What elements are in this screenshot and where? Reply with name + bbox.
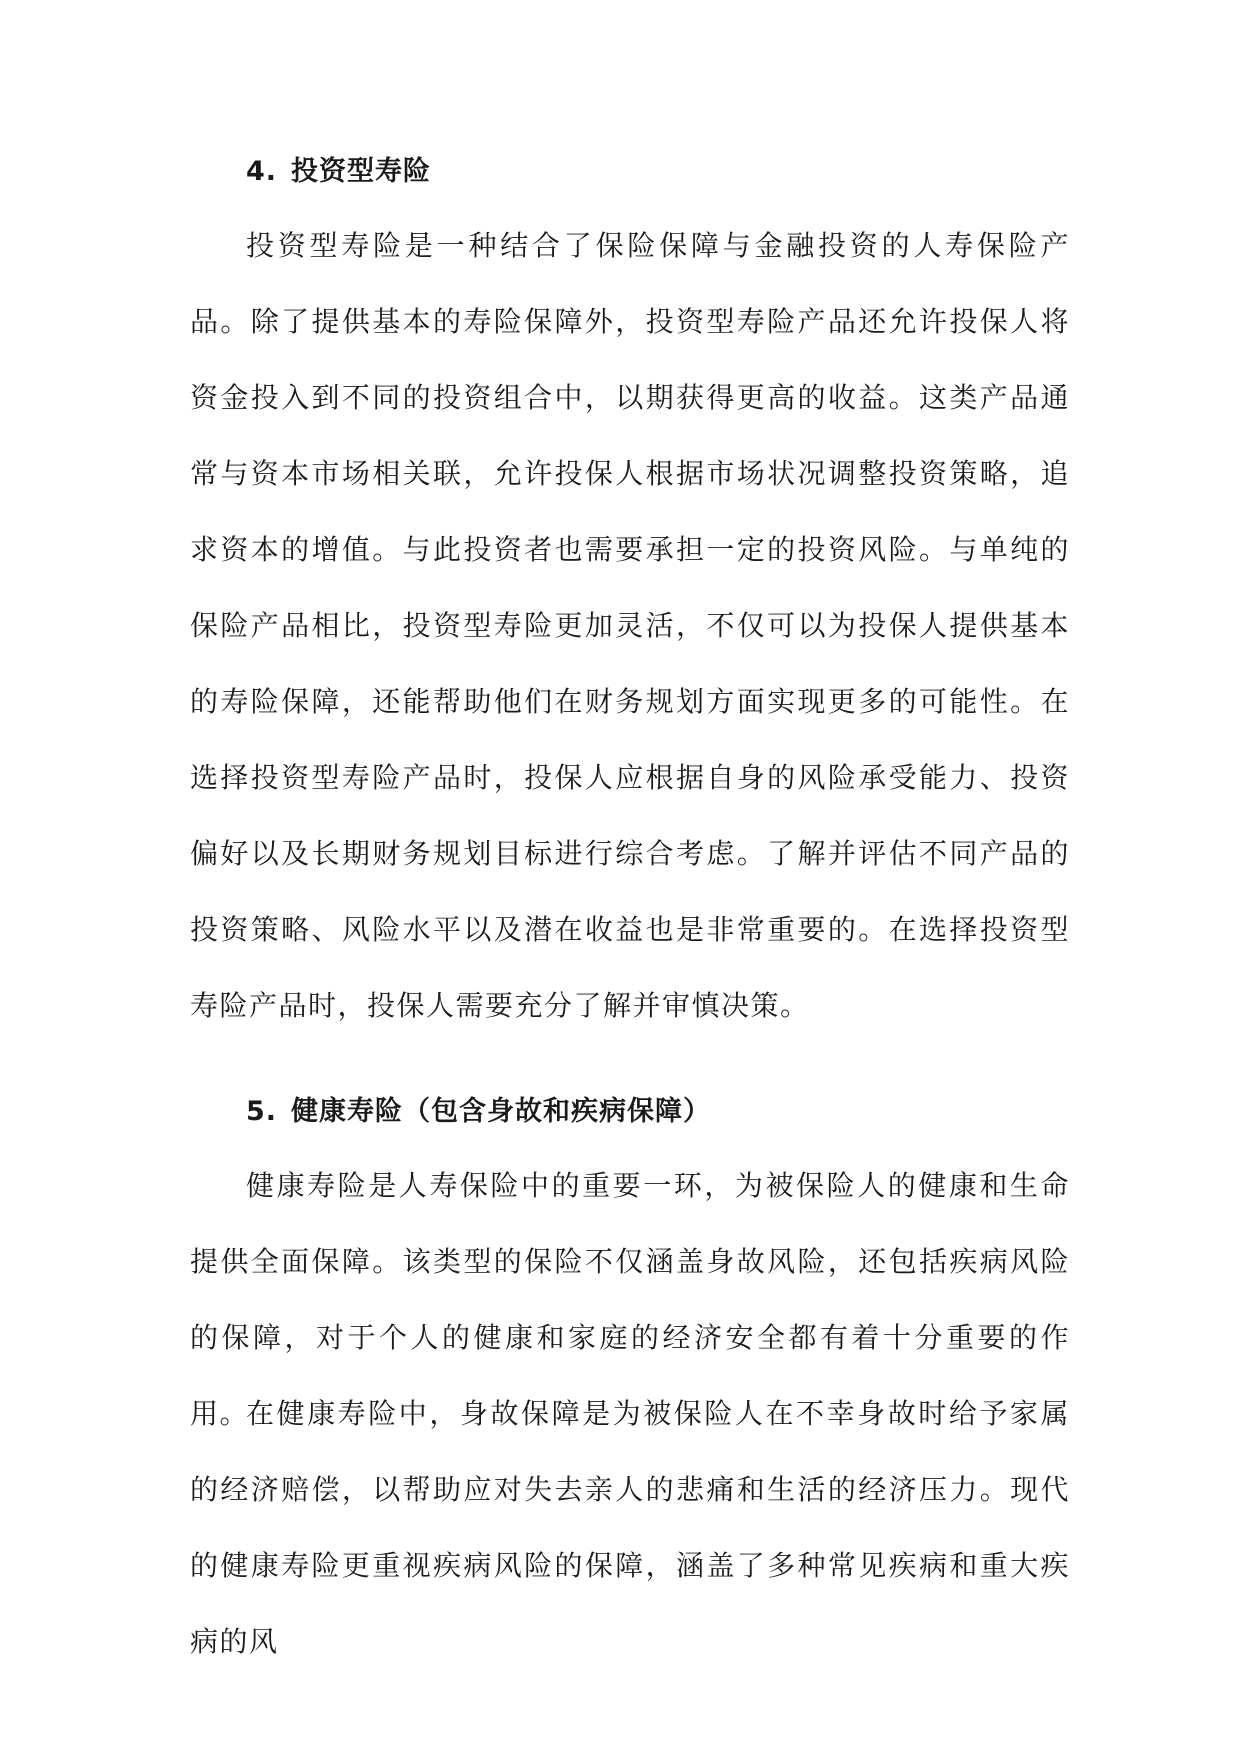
section-number: 5. xyxy=(246,1096,278,1127)
section-heading-4 xyxy=(246,152,431,192)
section-5-paragraph-2: 在健康寿险中，身故保障是为被保险人在不幸身故时给予家属的经济赔偿，以帮助应对失去亲人的悲痛和生活的经济压力。现代的健康寿险更重视疾病风险的保障，涵盖了多种常见疾病和重大疾病的风 xyxy=(190,1397,1070,1658)
section-number: 4. xyxy=(246,156,278,187)
section-title: 投资型寿险 xyxy=(291,156,432,187)
section-heading-5 xyxy=(246,1092,711,1132)
section-4-paragraph: 投资型寿险是一种结合了保险保障与金融投资的人寿保险产品。除了提供基本的寿险保障外，投资型寿险产品还允许投保人将资金投入到不同的投资组合中，以期获得更高的收益。这类产品通常与资本市场相关联，允许投保人根据市场状况调整投资策略，追求资本的增值。与此投资者也需要承担一定的投资风险。与单纯的保险产品相比，投资型寿险更加灵活，不仅可以为投保人提供基本的寿险保障，还能帮助他们在财务规划方面实现更多的可能性。在选择投资型寿险产品时，投保人应根据自身的风险承受能力、投资偏好以及长期财务规划目标进行综合考虑。了解并评估不同产品的投资策略、风险水平以及潜在收益也是非常重要的。在选择投资型寿险产品时，投保人需要充分了解并审慎决策。 xyxy=(190,229,1070,1022)
section-title: 健康寿险（包含身故和疾病保障） xyxy=(291,1096,712,1127)
section-5-paragraph-1: 健康寿险是人寿保险中的重要一环，为被保险人的健康和生命提供全面保障。该类型的保险不仅涵盖身故风险，还包括疾病风险的保障，对于个人的健康和家庭的经济安全都有着十分重要的作用。 xyxy=(190,1169,1070,1430)
